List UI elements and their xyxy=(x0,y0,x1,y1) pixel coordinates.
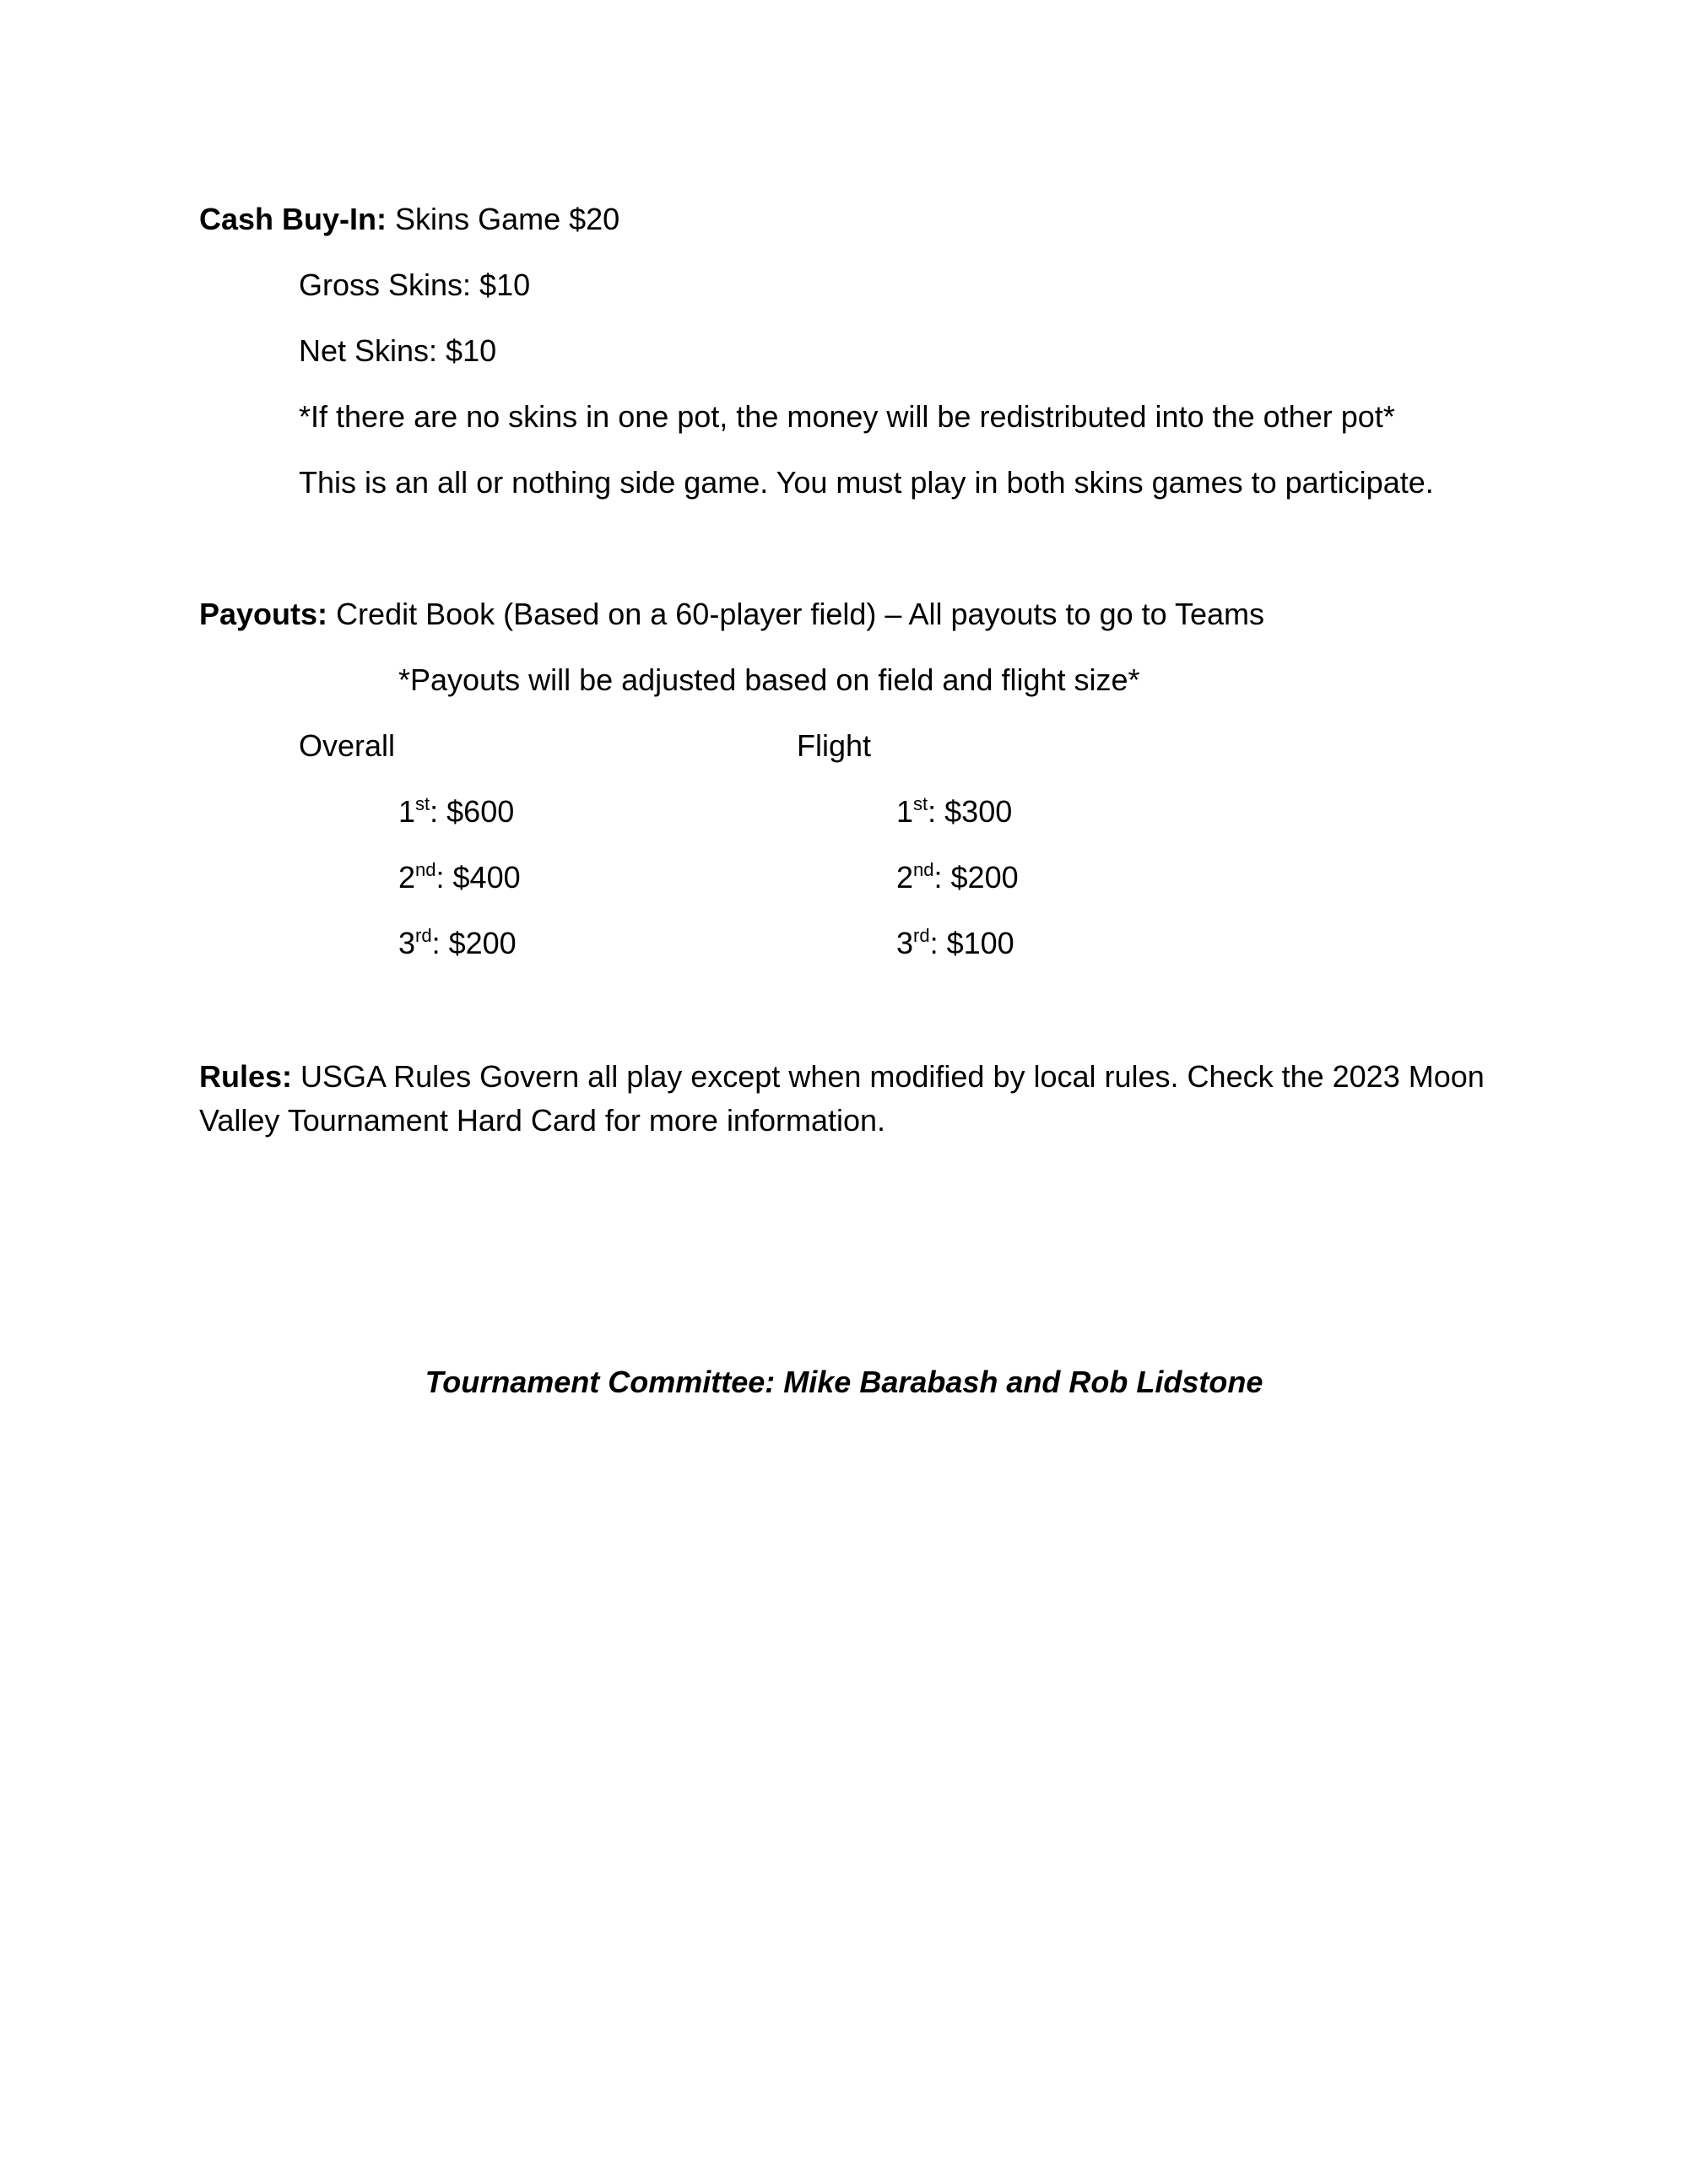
place-suffix: st xyxy=(415,793,430,814)
gross-skins-line: Gross Skins: $10 xyxy=(299,268,531,302)
cash-buy-in-label: Cash Buy-In: xyxy=(199,202,387,236)
place-number: 2 xyxy=(896,860,914,895)
rules-text-1: USGA Rules Govern all play except when modified by local rules. Check the 2023 Moon xyxy=(300,1059,1485,1094)
payouts-text: Credit Book (Based on a 60-player field) – All payouts to go to Teams xyxy=(336,597,1265,631)
payouts-line xyxy=(199,599,1264,630)
place-suffix: rd xyxy=(415,925,432,946)
place-amount: : $100 xyxy=(929,926,1014,960)
flight-place-1 xyxy=(896,793,1013,829)
place-number: 1 xyxy=(896,794,914,829)
place-number: 1 xyxy=(398,794,416,829)
place-amount: : $400 xyxy=(436,860,521,895)
place-amount: : $600 xyxy=(430,794,515,829)
place-suffix: nd xyxy=(415,859,436,880)
place-number: 3 xyxy=(896,926,914,960)
place-amount: : $200 xyxy=(933,860,1019,895)
flight-header: Flight xyxy=(797,728,872,763)
overall-place-2 xyxy=(398,859,521,895)
place-amount: : $300 xyxy=(928,794,1013,829)
redistribution-note: *If there are no skins in one pot, the money will be redistributed into the other pot* xyxy=(299,399,1395,434)
place-suffix: st xyxy=(913,793,928,814)
place-number: 2 xyxy=(398,860,416,895)
cash-buy-in-text: Skins Game $20 xyxy=(395,202,620,236)
place-suffix: nd xyxy=(913,859,934,880)
all-or-nothing-note: This is an all or nothing side game. You must play in both skins games to participate. xyxy=(299,465,1434,500)
place-suffix: rd xyxy=(913,925,930,946)
flight-place-3 xyxy=(896,925,1014,960)
net-skins-line: Net Skins: $10 xyxy=(299,333,497,368)
overall-header: Overall xyxy=(299,728,396,763)
tournament-committee: Tournament Committee: Mike Barabash and Rob Lidstone xyxy=(425,1365,1263,1399)
payouts-label: Payouts: xyxy=(199,597,328,631)
place-amount: : $200 xyxy=(431,926,517,960)
payouts-adjust-note: *Payouts will be adjusted based on field and flight size* xyxy=(398,662,1140,697)
rules-line-2: Valley Tournament Hard Card for more information. xyxy=(199,1103,886,1138)
rules-label: Rules: xyxy=(199,1059,293,1094)
place-number: 3 xyxy=(398,926,416,960)
overall-place-3 xyxy=(398,925,517,960)
overall-place-1 xyxy=(398,793,515,829)
flight-place-2 xyxy=(896,859,1019,895)
rules-line-1 xyxy=(199,1059,1485,1094)
cash-buy-in-line xyxy=(199,204,619,235)
